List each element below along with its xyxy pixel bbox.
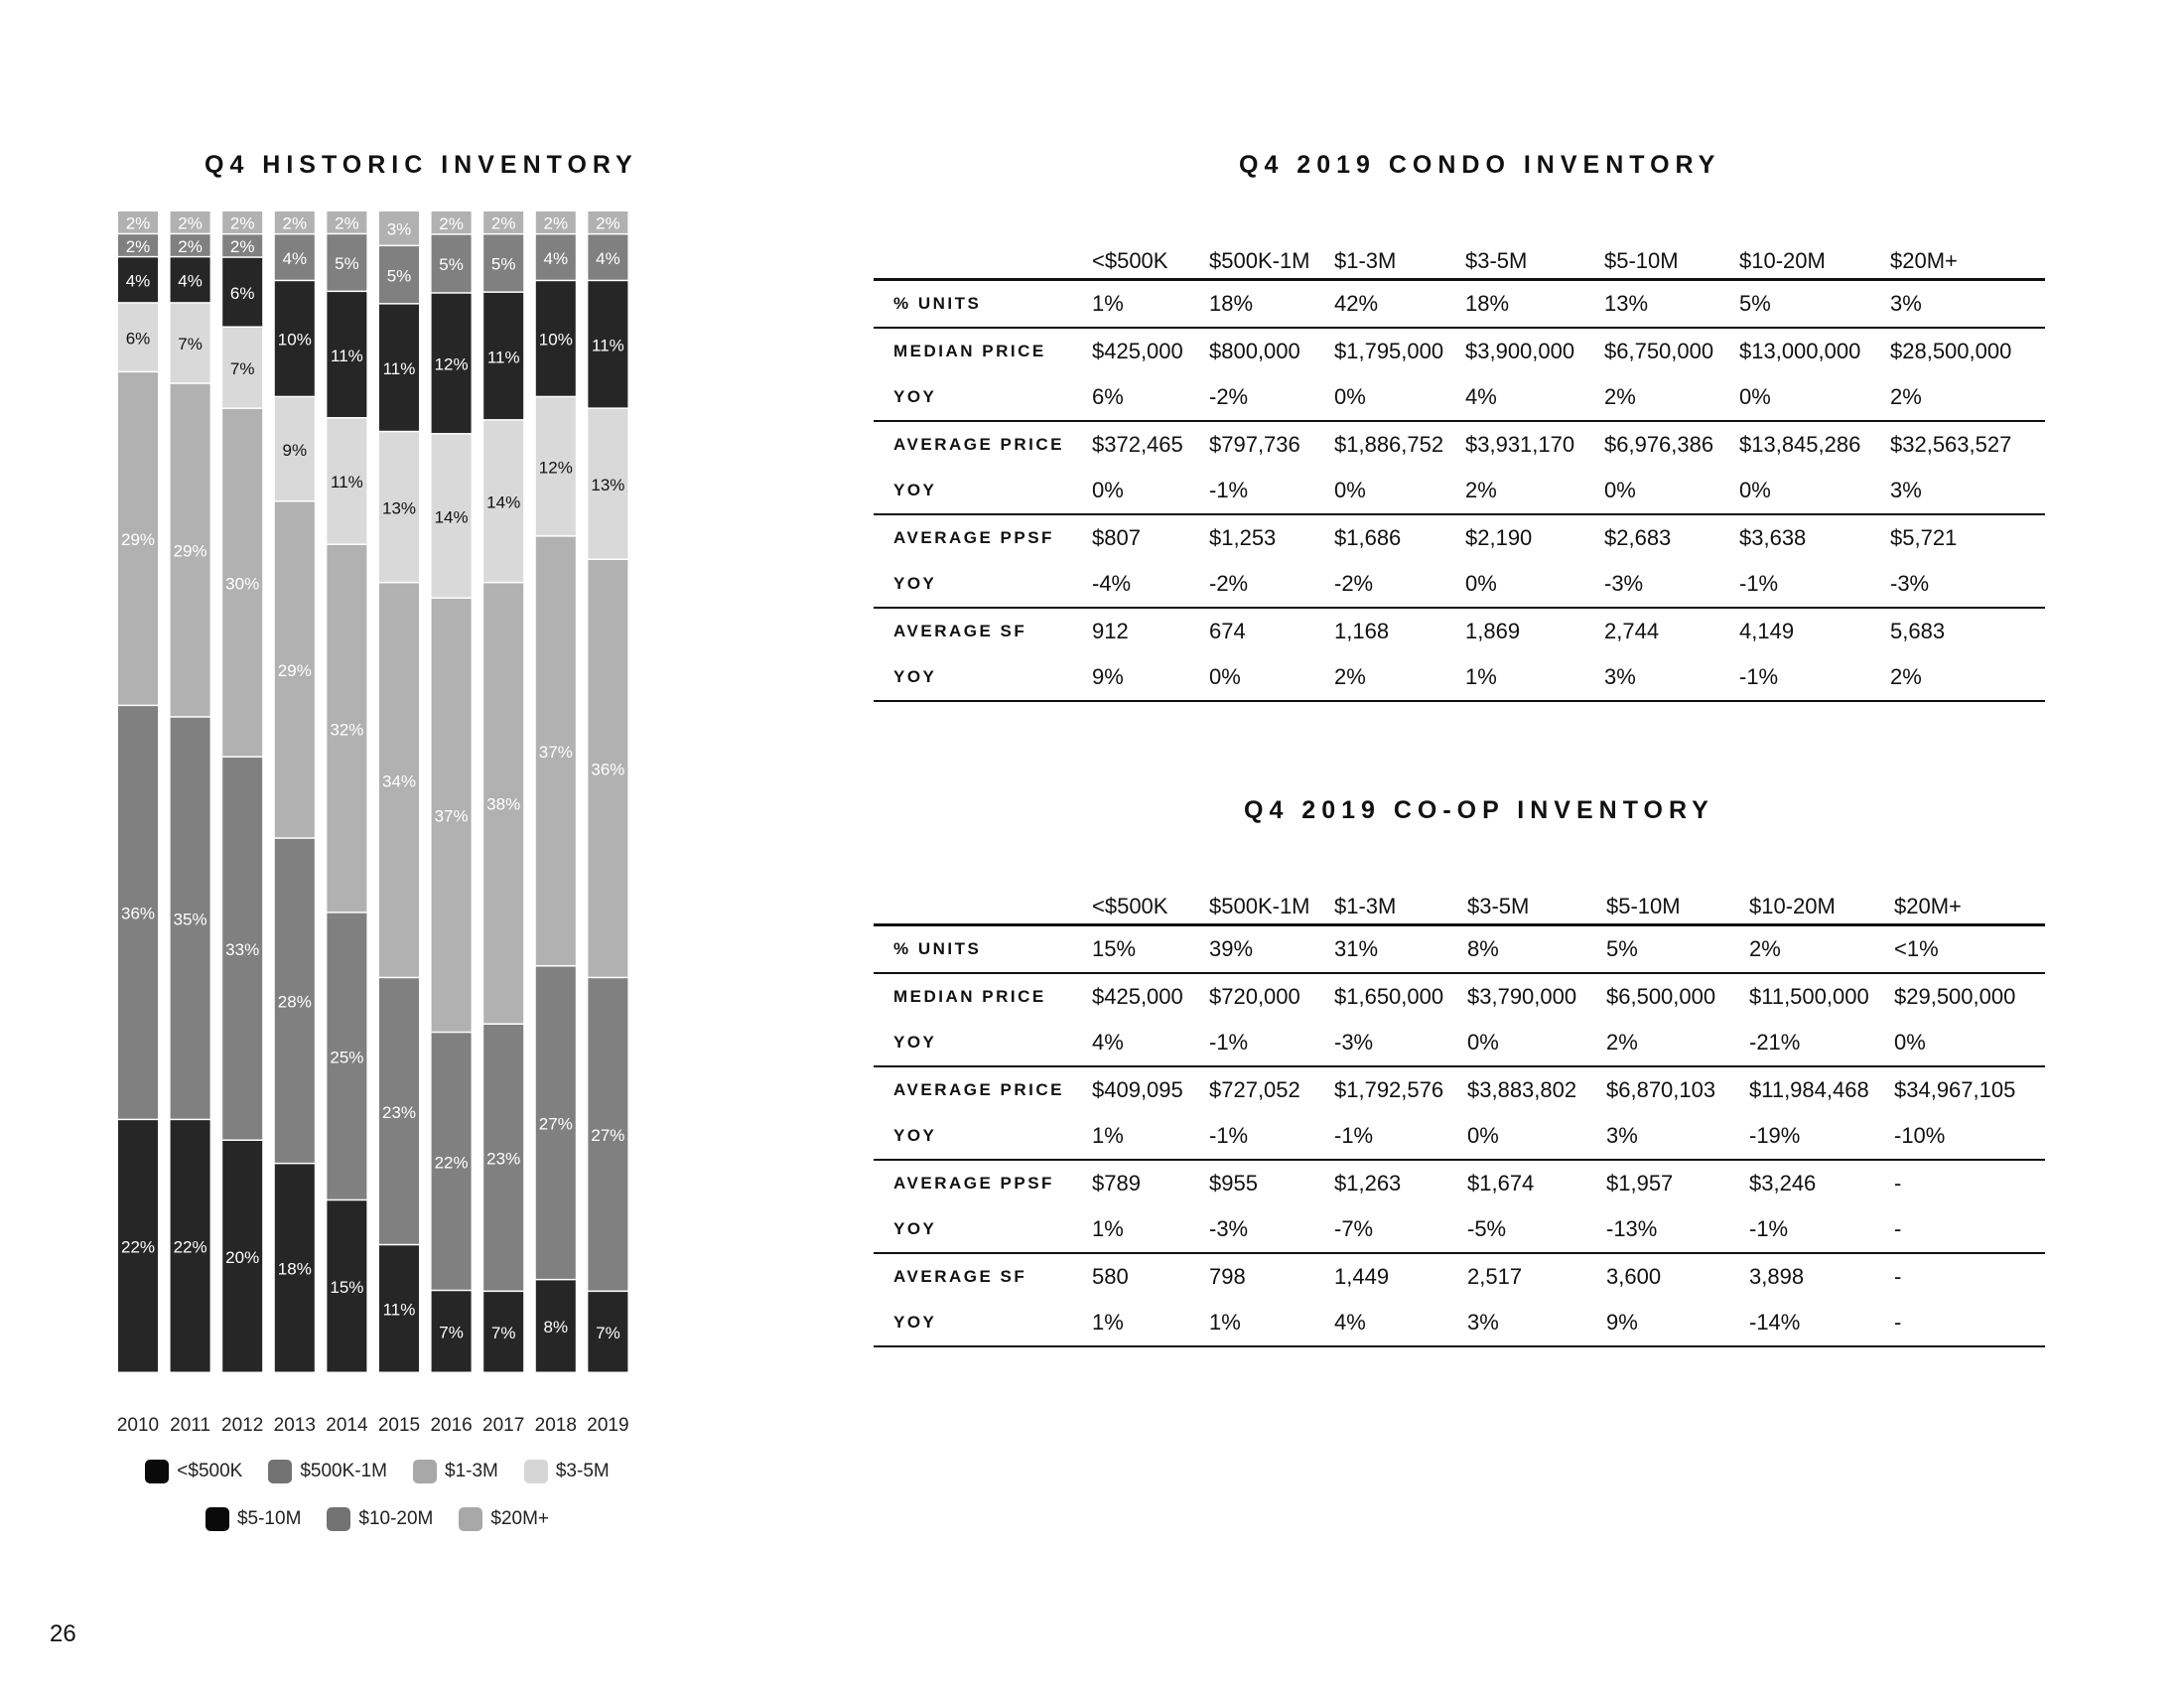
coop-inventory-title: Q4 2019 CO-OP INVENTORY xyxy=(1244,796,1714,824)
table-cell: $3,638 xyxy=(1739,525,1807,550)
row-label: YOY xyxy=(874,561,1092,608)
table-cell: $409,095 xyxy=(1092,1077,1183,1102)
table-row xyxy=(874,1253,2045,1300)
data-label: 2% xyxy=(439,213,464,233)
table-cell: $5,721 xyxy=(1890,525,1958,550)
column-header: $5-10M xyxy=(1604,232,1739,280)
data-label: 5% xyxy=(386,266,412,286)
row-label: MEDIAN PRICE xyxy=(893,987,1046,1006)
table-cell: 3% xyxy=(1604,654,1739,701)
legend-item xyxy=(205,1507,301,1531)
table-cell: 42% xyxy=(1334,280,1465,329)
table-cell: 798 xyxy=(1209,1264,1246,1289)
column-header: $1-3M xyxy=(1334,232,1465,280)
table-cell: 3% xyxy=(1467,1300,1606,1346)
table-cell: 0% xyxy=(1465,561,1604,608)
table-cell: -2% xyxy=(1209,374,1334,421)
table-cell: -1% xyxy=(1209,468,1334,514)
data-label: 4% xyxy=(282,248,308,268)
legend-label: $3-5M xyxy=(555,1461,610,1481)
data-label: 11% xyxy=(331,473,363,492)
legend-item xyxy=(145,1460,242,1483)
data-label: 11% xyxy=(331,346,363,365)
data-label: 29% xyxy=(277,661,312,681)
data-label: 7% xyxy=(490,1324,516,1343)
data-label: 32% xyxy=(330,720,364,740)
table-cell: 2% xyxy=(1749,925,1894,974)
data-label: 29% xyxy=(120,530,156,550)
table-cell: 13% xyxy=(1604,280,1739,329)
table-cell: <1% xyxy=(1894,925,2045,974)
data-label: 2% xyxy=(178,236,203,256)
table-cell: $32,563,527 xyxy=(1890,432,2012,457)
row-label: AVERAGE PPSF xyxy=(893,528,1054,547)
data-label: 37% xyxy=(434,806,469,826)
table-cell: -3% xyxy=(1209,1206,1334,1253)
column-header: <$500K xyxy=(1092,878,1209,925)
x-tick-label: 2014 xyxy=(326,1415,368,1436)
table-cell: $6,750,000 xyxy=(1604,339,1714,363)
table-cell: 3% xyxy=(1890,468,2045,514)
table-cell: $11,984,468 xyxy=(1749,1077,1869,1102)
legend-item xyxy=(524,1460,610,1483)
table-cell: -1% xyxy=(1334,1113,1467,1160)
table-cell: $800,000 xyxy=(1209,339,1300,363)
data-label: 11% xyxy=(592,336,624,355)
table-cell: $3,790,000 xyxy=(1467,984,1577,1009)
condo-inventory-table xyxy=(874,232,2045,702)
table-cell: 1% xyxy=(1092,1113,1209,1160)
table-cell: -19% xyxy=(1749,1113,1894,1160)
table-cell: -14% xyxy=(1749,1300,1894,1346)
table-cell: 0% xyxy=(1334,468,1465,514)
data-label: 34% xyxy=(381,772,417,791)
x-tick-label: 2010 xyxy=(116,1415,160,1436)
table-cell: 9% xyxy=(1606,1300,1749,1346)
table-cell: $6,500,000 xyxy=(1606,984,1716,1009)
table-cell: 3,898 xyxy=(1749,1264,1805,1289)
table-cell: 18% xyxy=(1209,280,1334,329)
column-header: $500K-1M xyxy=(1209,232,1334,280)
column-header: $10-20M xyxy=(1739,232,1890,280)
table-cell: 2% xyxy=(1606,1020,1749,1066)
table-cell: 2,744 xyxy=(1604,619,1660,643)
table-row xyxy=(874,421,2045,468)
data-label: 12% xyxy=(434,354,469,374)
table-cell: -1% xyxy=(1749,1206,1894,1253)
data-label: 2% xyxy=(229,213,255,233)
row-label: AVERAGE SF xyxy=(893,1267,1027,1286)
table-cell: 0% xyxy=(1467,1113,1606,1160)
data-label: 13% xyxy=(591,475,625,494)
table-cell: 3,600 xyxy=(1606,1264,1662,1289)
legend-label: $500K-1M xyxy=(300,1461,387,1481)
table-cell: 1,449 xyxy=(1334,1264,1390,1289)
data-label: 7% xyxy=(596,1324,620,1343)
table-cell: 4% xyxy=(1465,374,1604,421)
table-cell: 6% xyxy=(1092,374,1209,421)
data-label: 15% xyxy=(330,1278,364,1298)
table-cell: 0% xyxy=(1467,1020,1606,1066)
data-label: 23% xyxy=(486,1149,521,1169)
table-cell: $11,500,000 xyxy=(1749,984,1869,1009)
table-cell: $1,792,576 xyxy=(1334,1077,1444,1102)
column-header: $500K-1M xyxy=(1209,878,1334,925)
table-cell: -1% xyxy=(1739,561,1890,608)
row-label: YOY xyxy=(874,468,1092,514)
data-label: 5% xyxy=(439,255,464,275)
table-cell: - xyxy=(1894,1206,2045,1253)
data-label: 10% xyxy=(538,330,573,350)
table-cell: -7% xyxy=(1334,1206,1467,1253)
row-label: AVERAGE PRICE xyxy=(893,435,1064,454)
table-cell: $1,686 xyxy=(1334,525,1402,550)
legend-item xyxy=(413,1460,498,1483)
table-row xyxy=(874,1206,2045,1253)
table-cell: -21% xyxy=(1749,1020,1894,1066)
data-label: 6% xyxy=(229,283,255,303)
table-cell: 4,149 xyxy=(1739,619,1795,643)
x-tick-label: 2018 xyxy=(534,1415,577,1436)
table-row xyxy=(874,654,2045,701)
table-row xyxy=(874,468,2045,514)
legend-label: $20M+ xyxy=(490,1508,550,1529)
data-label: 2% xyxy=(490,213,516,233)
table-cell: 39% xyxy=(1209,925,1334,974)
data-label: 7% xyxy=(439,1323,464,1342)
data-label: 27% xyxy=(591,1126,625,1146)
table-cell: 4% xyxy=(1092,1020,1209,1066)
table-cell: -5% xyxy=(1467,1206,1606,1253)
x-tick-label: 2015 xyxy=(377,1415,421,1436)
table-cell: 0% xyxy=(1739,374,1890,421)
x-tick-label: 2012 xyxy=(221,1415,264,1436)
table-cell: 2,517 xyxy=(1467,1264,1523,1289)
row-label: YOY xyxy=(874,1206,1092,1253)
legend-item xyxy=(268,1460,387,1483)
column-header: $5-10M xyxy=(1606,878,1749,925)
table-cell: 2% xyxy=(1890,654,2045,701)
table-cell: $1,674 xyxy=(1467,1171,1535,1196)
table-cell: 5,683 xyxy=(1890,619,1946,643)
table-cell: $29,500,000 xyxy=(1894,984,2016,1009)
data-label: 2% xyxy=(282,213,308,233)
table-cell: $2,683 xyxy=(1604,525,1672,550)
row-label: % UNITS xyxy=(874,925,1092,974)
table-cell: -1% xyxy=(1739,654,1890,701)
table-cell: 9% xyxy=(1092,654,1209,701)
page-number: 26 xyxy=(50,1620,76,1647)
table-cell: $34,967,105 xyxy=(1894,1077,2016,1102)
data-label: 8% xyxy=(543,1318,569,1337)
data-label: 2% xyxy=(125,213,151,233)
header-blank-cell xyxy=(874,878,1092,925)
data-label: 36% xyxy=(120,904,156,923)
legend-item xyxy=(459,1507,549,1531)
table-row xyxy=(874,1160,2045,1206)
row-label: AVERAGE SF xyxy=(893,622,1027,640)
row-label: % UNITS xyxy=(874,280,1092,329)
table-cell: $720,000 xyxy=(1209,984,1300,1009)
table-cell: 912 xyxy=(1092,619,1129,643)
data-label: 30% xyxy=(225,574,260,594)
data-label: 13% xyxy=(381,498,417,518)
table-cell: 5% xyxy=(1739,280,1890,329)
data-label: 9% xyxy=(282,440,308,460)
table-cell: -3% xyxy=(1334,1020,1467,1066)
data-label: 4% xyxy=(125,271,151,291)
data-label: 2% xyxy=(229,237,255,257)
data-label: 35% xyxy=(173,910,207,929)
column-header: $10-20M xyxy=(1749,878,1894,925)
data-label: 2% xyxy=(596,213,620,233)
data-label: 37% xyxy=(538,743,573,763)
table-cell: $727,052 xyxy=(1209,1077,1300,1102)
table-cell: $1,650,000 xyxy=(1334,984,1444,1009)
table-row xyxy=(874,1020,2045,1066)
x-tick-label: 2016 xyxy=(430,1415,473,1436)
data-label: 22% xyxy=(434,1153,469,1173)
column-header: $3-5M xyxy=(1467,878,1606,925)
legend-swatch xyxy=(459,1507,482,1531)
table-cell: 2% xyxy=(1604,374,1739,421)
table-cell: -2% xyxy=(1209,561,1334,608)
table-cell: $13,000,000 xyxy=(1739,339,1861,363)
data-label: 11% xyxy=(486,348,520,367)
table-cell: 15% xyxy=(1092,925,1209,974)
legend-swatch xyxy=(524,1460,548,1483)
data-label: 2% xyxy=(125,236,151,256)
historic-inventory-chart xyxy=(0,0,695,1470)
legend-swatch xyxy=(205,1507,229,1531)
table-cell: 31% xyxy=(1334,925,1467,974)
data-label: 22% xyxy=(120,1237,156,1257)
data-label: 7% xyxy=(178,335,203,354)
table-cell: - xyxy=(1894,1171,1902,1196)
data-label: 36% xyxy=(591,760,625,779)
x-tick-label: 2011 xyxy=(170,1415,211,1436)
table-cell: $1,253 xyxy=(1209,525,1277,550)
table-cell: $6,870,103 xyxy=(1606,1077,1716,1102)
table-cell: 1% xyxy=(1465,654,1604,701)
table-cell: 2% xyxy=(1465,468,1604,514)
table-cell: 1% xyxy=(1209,1300,1334,1346)
table-cell: $955 xyxy=(1209,1171,1258,1196)
table-cell: $1,795,000 xyxy=(1334,339,1444,363)
table-cell: 3% xyxy=(1890,280,2045,329)
header-blank-cell xyxy=(874,232,1092,280)
table-row xyxy=(874,561,2045,608)
table-row xyxy=(874,608,2045,654)
table-row xyxy=(874,1066,2045,1113)
legend-label: $10-20M xyxy=(358,1508,434,1529)
table-cell: 4% xyxy=(1334,1300,1467,1346)
table-cell: $797,736 xyxy=(1209,432,1300,457)
table-cell: -1% xyxy=(1209,1020,1334,1066)
table-cell: $1,886,752 xyxy=(1334,432,1444,457)
row-label: AVERAGE PRICE xyxy=(893,1080,1064,1099)
data-label: 18% xyxy=(277,1259,312,1279)
data-label: 23% xyxy=(381,1102,417,1122)
table-cell: $3,900,000 xyxy=(1465,339,1575,363)
data-label: 6% xyxy=(125,329,151,349)
data-label: 7% xyxy=(229,358,255,378)
table-cell: 0% xyxy=(1209,654,1334,701)
table-cell: 0% xyxy=(1604,468,1739,514)
table-row xyxy=(874,1113,2045,1160)
table-cell: $789 xyxy=(1092,1171,1141,1196)
row-label: MEDIAN PRICE xyxy=(893,342,1046,360)
legend-swatch xyxy=(268,1460,292,1483)
legend-label: $5-10M xyxy=(236,1508,302,1529)
row-label: YOY xyxy=(874,1300,1092,1346)
data-label: 28% xyxy=(277,992,312,1012)
chart-title: Q4 HISTORIC INVENTORY xyxy=(205,151,638,179)
chart-legend-row-2 xyxy=(99,1507,655,1531)
data-label: 27% xyxy=(538,1114,573,1134)
row-label: YOY xyxy=(874,1020,1092,1066)
table-cell: $2,190 xyxy=(1465,525,1533,550)
table-cell: 3% xyxy=(1606,1113,1749,1160)
table-cell: -1% xyxy=(1209,1113,1334,1160)
chart-legend-row-1 xyxy=(99,1460,655,1483)
table-cell: $6,976,386 xyxy=(1604,432,1714,457)
x-tick-label: 2013 xyxy=(273,1415,316,1436)
table-cell: $3,931,170 xyxy=(1465,432,1575,457)
table-cell: 0% xyxy=(1894,1020,2045,1066)
row-label: YOY xyxy=(874,654,1092,701)
table-cell: -10% xyxy=(1894,1113,2045,1160)
table-cell: $425,000 xyxy=(1092,984,1183,1009)
table-cell: -3% xyxy=(1890,561,2045,608)
legend-swatch xyxy=(327,1507,350,1531)
data-label: 3% xyxy=(386,219,412,239)
table-cell: -3% xyxy=(1604,561,1739,608)
data-label: 11% xyxy=(382,358,416,378)
table-row xyxy=(874,514,2045,561)
table-row xyxy=(874,280,2045,329)
row-label: YOY xyxy=(874,374,1092,421)
table-cell: 2% xyxy=(1890,374,2045,421)
data-label: 29% xyxy=(173,541,207,561)
table-cell: 2% xyxy=(1334,654,1465,701)
table-cell: 0% xyxy=(1739,468,1890,514)
column-header: $20M+ xyxy=(1894,878,2045,925)
data-label: 38% xyxy=(486,794,521,814)
table-cell: 580 xyxy=(1092,1264,1129,1289)
data-label: 22% xyxy=(173,1237,207,1257)
table-cell: $28,500,000 xyxy=(1890,339,2012,363)
table-row xyxy=(874,1300,2045,1346)
table-cell: 0% xyxy=(1092,468,1209,514)
table-cell: 8% xyxy=(1467,925,1606,974)
column-header: $3-5M xyxy=(1465,232,1604,280)
column-header: $1-3M xyxy=(1334,878,1467,925)
legend-label: $1-3M xyxy=(445,1461,498,1481)
row-label: AVERAGE PPSF xyxy=(893,1174,1054,1193)
table-cell: 1,869 xyxy=(1465,619,1521,643)
data-label: 12% xyxy=(538,458,573,478)
data-label: 2% xyxy=(335,213,359,233)
x-tick-label: 2017 xyxy=(482,1415,525,1436)
column-header: $20M+ xyxy=(1890,232,2045,280)
legend-swatch xyxy=(145,1460,169,1483)
table-cell: $1,263 xyxy=(1334,1171,1402,1196)
table-row xyxy=(874,925,2045,974)
data-label: 25% xyxy=(330,1048,364,1067)
row-label: YOY xyxy=(874,1113,1092,1160)
table-row xyxy=(874,374,2045,421)
data-label: 2% xyxy=(543,213,569,233)
table-header-row xyxy=(874,878,2045,925)
table-cell: 1% xyxy=(1092,1300,1209,1346)
table-cell: 1,168 xyxy=(1334,619,1390,643)
data-label: 14% xyxy=(434,507,469,527)
table-cell: -2% xyxy=(1334,561,1465,608)
table-cell: $372,465 xyxy=(1092,432,1183,457)
legend-label: <$500K xyxy=(177,1461,243,1481)
table-cell: -4% xyxy=(1092,561,1209,608)
table-cell: 1% xyxy=(1092,1206,1209,1253)
table-cell: $3,246 xyxy=(1749,1171,1817,1196)
table-cell: $3,883,802 xyxy=(1467,1077,1577,1102)
table-cell: 18% xyxy=(1465,280,1604,329)
table-row xyxy=(874,328,2045,374)
table-cell: - xyxy=(1894,1300,2045,1346)
data-label: 14% xyxy=(486,492,521,512)
table-cell: $807 xyxy=(1092,525,1141,550)
data-label: 2% xyxy=(178,213,203,233)
table-cell: $425,000 xyxy=(1092,339,1183,363)
data-label: 5% xyxy=(335,254,359,274)
coop-inventory-table xyxy=(874,878,2045,1347)
legend-item xyxy=(327,1507,433,1531)
table-cell: - xyxy=(1894,1264,1902,1289)
data-label: 20% xyxy=(225,1248,260,1267)
data-label: 4% xyxy=(596,248,620,268)
condo-inventory-title: Q4 2019 CONDO INVENTORY xyxy=(1239,151,1721,179)
data-label: 11% xyxy=(382,1300,416,1320)
table-cell: 5% xyxy=(1606,925,1749,974)
table-row xyxy=(874,973,2045,1020)
column-header: <$500K xyxy=(1092,232,1209,280)
table-cell: 0% xyxy=(1334,374,1465,421)
table-cell: $1,957 xyxy=(1606,1171,1674,1196)
x-tick-label: 2019 xyxy=(587,1415,629,1436)
legend-swatch xyxy=(413,1460,437,1483)
data-label: 10% xyxy=(277,330,312,350)
data-label: 4% xyxy=(543,248,569,268)
table-cell: $13,845,286 xyxy=(1739,432,1861,457)
table-cell: -13% xyxy=(1606,1206,1749,1253)
data-label: 5% xyxy=(490,254,516,274)
data-label: 33% xyxy=(225,939,260,959)
table-header-row xyxy=(874,232,2045,280)
table-cell: 1% xyxy=(1092,280,1209,329)
data-label: 4% xyxy=(178,271,203,291)
table-cell: 674 xyxy=(1209,619,1246,643)
